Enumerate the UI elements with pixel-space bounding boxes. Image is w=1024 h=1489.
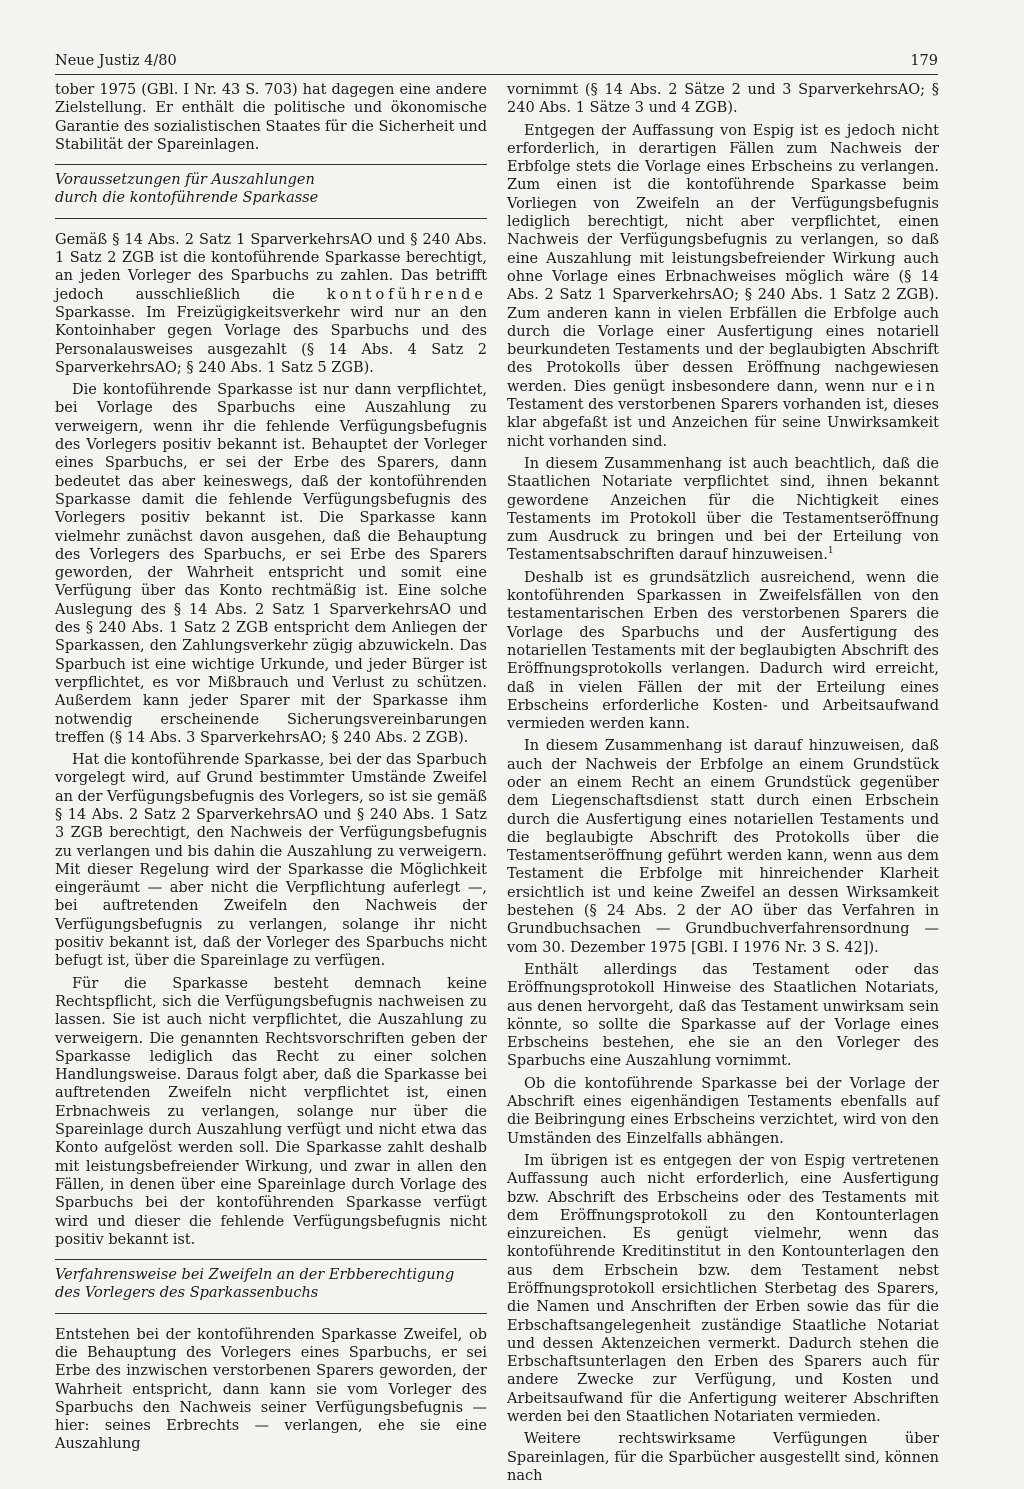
section-heading-line: Voraussetzungen für Auszahlungen (55, 172, 315, 189)
right-column (507, 81, 939, 1489)
spaced-emphasis: kontoführende (326, 286, 487, 303)
paragraph: vornimmt (§ 14 Abs. 2 Sätze 2 und 3 SparverkehrsAO; § 240 Abs. 1 Sätze 3 und 4 ZGB). (507, 82, 939, 117)
paragraph: Hat die kontoführende Sparkasse, bei der das Sparbuch vorgelegt wird, auf Grund bestimmter Umstände Zweifel an der Verfügungsbefugnis des Vorlegers, so ist sie gemäß § 14 Abs. 2 Satz 2 SparverkehrsAO und § 240 Abs. 1 Satz 3 ZGB berechtigt, den Nachweis der Verfügungsbefugnis zu verlangen und bis dahin die Auszahlung zu verweigern. Mit dieser Regelung wird der Sparkasse die Möglichkeit eingeräumt — aber nicht die Verpflichtung auferlegt —, bei auftretenden Zweifeln den Nachweis der Verfügungsbefugnis zu verlangen, solange ihr nicht positiv bekannt ist, daß der Vorleger des Sparbuchs nicht befugt ist, über die Spareinlage zu verfügen. (55, 752, 487, 970)
paragraph (507, 455, 939, 565)
section-heading-line: durch die kontoführende Sparkasse (55, 190, 319, 207)
paragraph: Für die Sparkasse besteht demnach keine Rechtspflicht, sich die Verfügungsbefugnis nachweisen zu lassen. Sie ist auch nicht verpflichtet, die Auszahlung zu verweigern. Die genannten Rechtsvorschriften geben der Sparkasse lediglich das Recht zu einer solchen Handlungsweise. Daraus folgt aber, daß die Sparkasse bei auftretenden Zweifeln nicht verpflichtet ist, einen Erbnachweis zu verlangen, solange nur über die Spareinlage durch Auszahlung verfügt und nicht etwa das Konto aufgelöst werden soll. Die Sparkasse zahlt deshalb mit leistungsbefreiender Wirkung, und zwar in allen den Fällen, in denen über eine Spareinlage durch Vorlage des Sparbuchs bei der kontoführenden Sparkasse verfügt wird und dieser die fehlende Verfügungsbefugnis nicht positiv bekannt ist. (55, 975, 487, 1248)
left-column (55, 81, 487, 1458)
paragraph (507, 122, 939, 451)
journal-title: Neue Justiz 4/80 (55, 53, 177, 69)
spaced-emphasis: ein (904, 378, 939, 395)
section-rule (55, 1313, 487, 1314)
paragraph: Weitere rechtswirksame Verfügungen über Spareinlagen, für die Sparbücher ausgestellt sind, können nach (507, 1431, 939, 1484)
section-rule (55, 164, 487, 165)
paragraph-text: Sparkasse. Im Freizügigkeitsverkehr wird nur an den Kontoinhaber gegen Vorlage des Sparbuchs und des Personalausweises ausgezahlt (§ 14 Abs. 4 Satz 2 SparverkehrsAO; § 240 Abs. 1 Satz 5 ZGB). (55, 304, 487, 376)
paragraph: Enthält allerdings das Testament oder das Eröffnungsprotokoll Hinweise des Staatlichen Notariats, aus denen hervorgeht, daß das Testament unwirksam sein könnte, so sollte die Sparkasse auf der Vorlage eines Erbscheins bestehen, ehe sie an den Vorleger des Sparbuchs eine Auszahlung vornimmt. (507, 961, 939, 1070)
paragraph-text: Testament des verstorbenen Sparers vorhanden ist, dieses klar abgefaßt ist und Anzeichen für seine Unwirksamkeit nicht vorhanden sind. (507, 397, 939, 450)
section-heading-line: des Vorlegers des Sparkassenbuchs (55, 1285, 319, 1302)
page-header (55, 52, 938, 74)
paragraph: Entstehen bei der kontoführenden Sparkasse Zweifel, ob die Behauptung des Vorlegers eines Sparbuchs, er sei Erbe des inzwischen verstorbenen Sparers geworden, der Wahrheit entspricht, dann kann sie vom Vorleger des Sparbuchs den Nachweis seiner Verfügungsbefugnis — hier: seines Erbrechts — verlangen, ehe sie eine Auszahlung (55, 1326, 487, 1453)
page-number: 179 (910, 53, 938, 69)
paragraph-text: In diesem Zusammenhang ist auch beachtlich, daß die Staatlichen Notariate verpflichtet sind, ihnen bekannt gewordene Anzeichen für die Nichtigkeit eines Testaments im Protokoll über die Testamentseröffnung zum Ausdruck zu bringen und bei der Erteilung von Testamentsabschriften darauf hinzuweisen. (507, 455, 939, 564)
section-heading-line: Verfahrensweise bei Zweifeln an der Erbberechtigung (55, 1267, 455, 1284)
section-heading (55, 171, 487, 208)
paragraph-text: Gemäß § 14 Abs. 2 Satz 1 SparverkehrsAO und § 240 Abs. 1 Satz 2 ZGB ist die kontoführende Sparkasse berechtigt, an jeden Vorleger des Sparbuchs zu zahlen. Das betrifft jedoch ausschließlich die (55, 231, 487, 303)
paragraph: Deshalb ist es grundsätzlich ausreichend, wenn die kontoführenden Sparkassen in Zweifelsfällen von den testamentarischen Erben des verstorbenen Sparers die Vorlage des Sparbuchs und der Ausfertigung des notariellen Testaments mit der beglaubigten Abschrift des Eröffnungsprotokolls verlangen. Dadurch wird erreicht, daß in vielen Fällen der mit der Erteilung eines Erbscheins erforderliche Kosten- und Arbeitsaufwand vermieden werden kann. (507, 569, 939, 733)
paragraph: Ob die kontoführende Sparkasse bei der Vorlage der Abschrift eines eigenhändigen Testaments ebenfalls auf die Beibringung eines Erbscheins verzichtet, wird von den Umständen des Einzelfalls abhängen. (507, 1075, 939, 1147)
paragraph: Im übrigen ist es entgegen der von Espig vertretenen Auffassung auch nicht erforderlich, eine Ausfertigung bzw. Abschrift des Erbscheins oder des Testaments mit dem Eröffnungsprotokoll zu den Kontounterlagen einzureichen. Es genügt vielmehr, wenn das kontoführende Kreditinstitut in den Kontounterlagen den aus dem Erbschein bzw. dem Testament nebst Eröffnungsprotokoll ersichtlichen Sterbetag des Sparers, die Namen und Anschriften der Erben sowie das für die Erbschaftsangelegenheit zuständige Staatliche Notariat und dessen Aktenzeichen vermerkt. Dadurch stehen die Erbschaftsunterlagen den Erben des Sparers auch für andere Zwecke zur Verfügung, und Kosten und Arbeitsaufwand für die Anfertigung weiterer Abschriften werden bei den Staatlichen Notariaten vermieden. (507, 1152, 939, 1426)
section-rule (55, 218, 487, 219)
paragraph (55, 231, 487, 377)
section-rule (55, 1259, 487, 1260)
paragraph: Die kontoführende Sparkasse ist nur dann verpflichtet, bei Vorlage des Sparbuchs eine Auszahlung zu verweigern, wenn ihr die fehlende Verfügungsbefugnis des Vorlegers positiv bekannt ist. Behauptet der Vorleger eines Sparbuchs, er sei der Erbe des Sparers, dann bedeutet das aber keineswegs, daß der kontoführenden Sparkasse damit die fehlende Verfügungsbefugnis des Vorlegers positiv bekannt ist. Die Sparkasse kann vielmehr zunächst davon ausgehen, daß die Behauptung des Vorlegers des Sparbuchs, er sei Erbe des Sparers geworden, der Wahrheit entspricht und somit eine Verfügung über das Konto rechtmäßig ist. Eine solche Auslegung des § 14 Abs. 2 Satz 1 SparverkehrsAO und des § 240 Abs. 1 Satz 2 ZGB entspricht dem Anliegen der Sparkassen, den Zahlungsverkehr zügig abzuwickeln. Das Sparbuch ist eine wichtige Urkunde, und jeder Bürger ist verpflichtet, es vor Mißbrauch und Verlust zu schützen. Außerdem kann jeder Sparer mit der Sparkasse ihm notwendig erscheinende Sicherungsvereinbarungen treffen (§ 14 Abs. 3 SparverkehrsAO; § 240 Abs. 2 ZGB). (55, 382, 487, 746)
paragraph: In diesem Zusammenhang ist darauf hinzuweisen, daß auch der Nachweis der Erbfolge an einem Grundstück oder an einem Recht an einem Grundstück gegenüber dem Liegenschaftsdienst statt durch einen Erbschein durch die Ausfertigung eines notariellen Testaments und die beglaubigte Abschrift des Protokolls über die Testamentseröffnung geführt werden kann, wenn aus dem Testament die Erbfolge mit hinreichender Klarheit ersichtlich ist und keine Zweifel an dessen Wirksamkeit bestehen (§ 24 Abs. 2 der AO über das Verfahren in Grundbuchsachen — Grundbuchverfahrensordnung — vom 30. Dezember 1975 [GBl. I 1976 Nr. 3 S. 42]). (507, 738, 939, 956)
footnote-marker: 1 (827, 546, 834, 557)
paragraph-text: Entgegen der Auffassung von Espig ist es jedoch nicht erforderlich, in derartigen Fällen zum Nachweis der Erbfolge stets die Vorlage eines Erbscheins zu verlangen. Zum einen ist die kontoführende Sparkasse beim Vorliegen von Zweifeln an der Verfügungsbefugnis lediglich berechtigt, nicht aber verpflichtet, einen Nachweis der Verfügungsbefugnis zu verlangen, so daß eine Auszahlung mit leistungsbefreiender Wirkung auch ohne Vorlage eines Erbnachweises möglich wäre (§ 14 Abs. 2 Satz 1 SparverkehrsAO; § 240 Abs. 1 Satz 2 ZGB). Zum anderen kann in vielen Erbfällen die Erbfolge auch durch die Vorlage einer Ausfertigung eines notariell beurkundeten Testaments und der beglaubigten Abschrift des Protokolls über dessen Eröffnung nachgewiesen werden. Dies genügt insbesondere dann, wenn nur (507, 122, 939, 395)
header-rule (55, 74, 938, 75)
section-heading (55, 1266, 487, 1303)
paragraph: tober 1975 (GBl. I Nr. 43 S. 703) hat dagegen eine andere Zielstellung. Er enthält die politische und ökonomische Garantie des sozialistischen Staates für die Sicherheit und Stabilität der Spareinlagen. (55, 82, 487, 153)
